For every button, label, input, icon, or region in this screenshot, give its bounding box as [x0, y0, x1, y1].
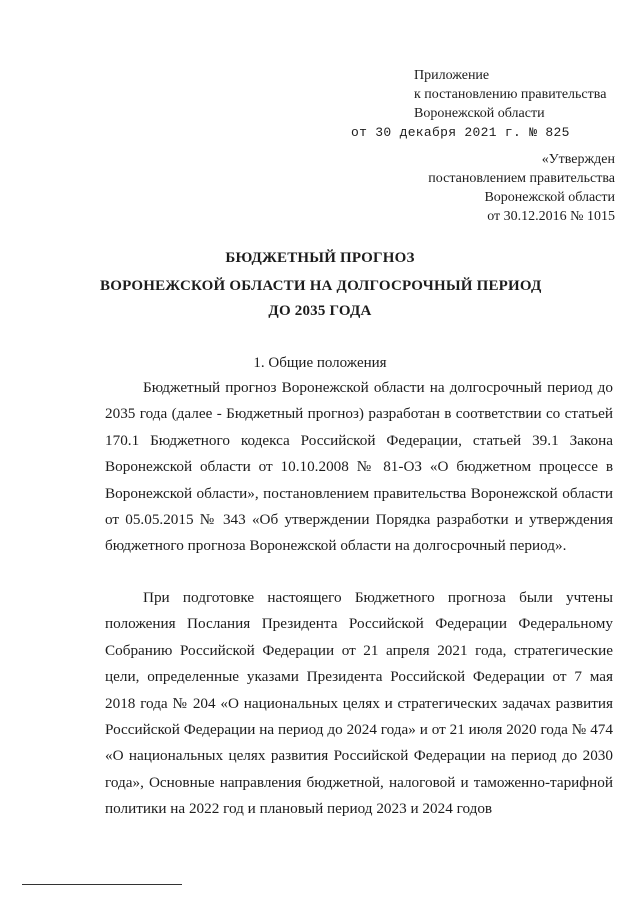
approved-date-number: от 30.12.2016 № 1015 — [487, 209, 615, 224]
appendix-block — [414, 66, 606, 123]
document-title-line-2: ВОРОНЕЖСКОЙ ОБЛАСТИ НА ДОЛГОСРОЧНЫЙ ПЕРИОД — [100, 278, 542, 294]
approved-region: Воронежской области — [484, 190, 615, 205]
document-title-line-1: БЮДЖЕТНЫЙ ПРОГНОЗ — [225, 250, 415, 266]
footer-rule — [22, 884, 182, 885]
section-heading: 1. Общие положения — [253, 355, 387, 371]
appendix-region: Воронежской области — [414, 106, 545, 121]
document-title-line-3: ДО 2035 ГОДА — [268, 303, 372, 319]
decree-date-number: от 30 декабря 2021 г. № 825 — [351, 125, 570, 140]
approved-label: «Утвержден — [541, 152, 615, 167]
approved-block — [428, 150, 615, 226]
appendix-label: Приложение — [414, 68, 490, 83]
approved-reference: постановлением правительства — [428, 171, 615, 186]
paragraph-preparation: При подготовке настоящего Бюджетного прогноза были учтены положения Послания Президента Российской Федерации Федеральному Собранию Российской Федерации от 21 апреля 2021 года, стратегические цели, определенные указами Президента Российской Федерации от 7 мая 2018 года № 204 «О национальных целях и стратегических задачах развития Российской Федерации на период до 2024 года» и от 21 июля 2020 года № 474 «О национальных целях развития Российской Федерации на период до 2030 года», Основные направления бюджетной, налоговой и таможенно-тарифной политики на 2022 год и плановый период 2023 и 2024 годов — [105, 589, 613, 818]
paragraph-legal-basis: Бюджетный прогноз Воронежской области на долгосрочный период до 2035 года (далее - Бюджетный прогноз) разработан в соответствии со статьей 170.1 Бюджетного кодекса Российской Федерации, статьей 39.1 Закона Воронежской области от 10.10.2008 № 81-ОЗ «О бюджетном процессе в Воронежской области», постановлением правительства Воронежской области от 05.05.2015 № 343 «Об утверждении Порядка разработки и утверждения бюджетного прогноза Воронежской области на долгосрочный период». — [105, 379, 613, 555]
appendix-reference: к постановлению правительства — [414, 87, 607, 102]
